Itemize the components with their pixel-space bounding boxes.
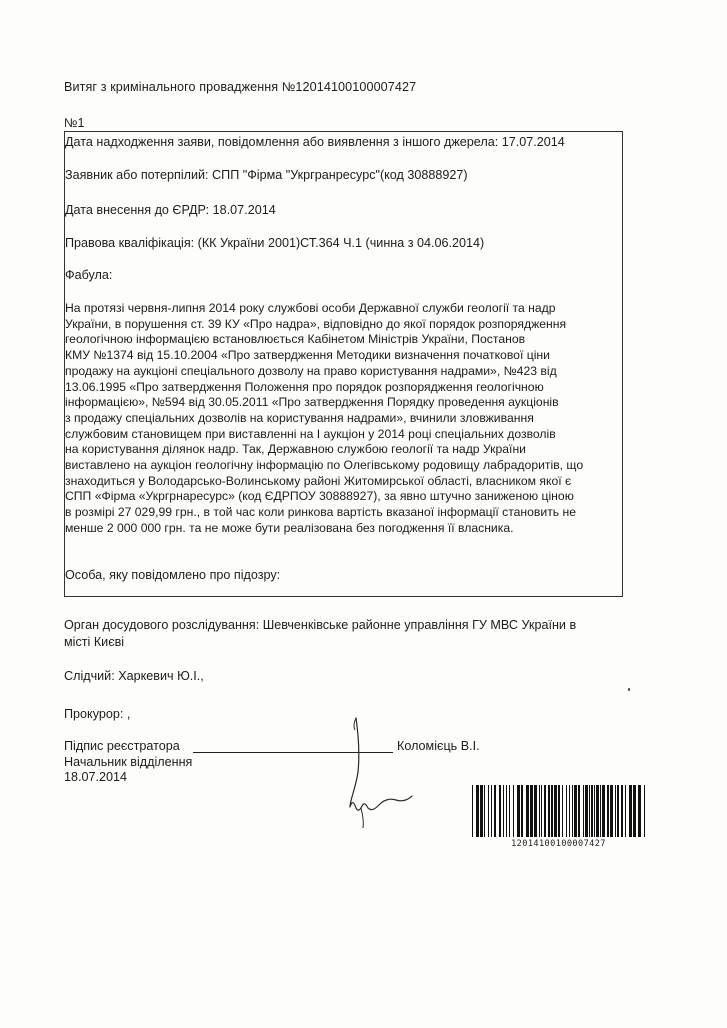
barcode-bar (558, 785, 560, 837)
organ-line: Орган досудового розслідування: Шевченківське районне управління ГУ МВС України в (64, 618, 577, 632)
applicant-field: Заявник або потерпілий: СПП "Фірма "Укргранресурс"(код 30888927) (65, 168, 468, 182)
barcode-bar (503, 785, 504, 837)
registrar-block (64, 739, 192, 786)
fabula-line: СПП «Фірма «Укргрнаресурс» (код ЄДРПОУ 30888927), за явно штучно заниженою ціною (65, 489, 574, 504)
registrar-label: Підпис реєстратора (64, 739, 180, 753)
barcode-bar (591, 785, 593, 837)
case-details-box (64, 131, 623, 597)
investigation-organ (64, 617, 624, 651)
barcode-bar (615, 785, 616, 837)
fabula-line: інформацією», №594 від 30.05.2011 «Про затвердження Порядку проведення аукціонів (65, 395, 559, 410)
registrar-name: Коломієць В.І. (397, 739, 480, 753)
barcode-bar (554, 785, 557, 837)
fabula-text (65, 301, 621, 537)
barcode-bar (589, 785, 590, 837)
barcode-bar (583, 785, 584, 837)
barcode-bar (600, 785, 601, 837)
investigator-line: Слідчий: Харкевич Ю.І., (64, 669, 204, 683)
barcode-bar (513, 785, 514, 837)
barcode-bar (534, 785, 537, 837)
barcode-bar (544, 785, 546, 837)
barcode-bar (644, 785, 645, 837)
signature-date: 18.07.2014 (64, 770, 128, 784)
barcode-bar (491, 785, 492, 837)
fabula-line: України, в порушення ст. 39 КУ «Про надра», відповідно до якої порядок розпорядження (65, 316, 567, 331)
barcode-bar (526, 785, 529, 837)
document-number: №1 (64, 116, 85, 130)
barcode-bar (596, 785, 599, 837)
barcode-number: 12014100100007427 (511, 839, 606, 849)
barcode-bar (569, 785, 570, 837)
barcode-bar (484, 785, 485, 837)
barcode-bar (594, 785, 595, 837)
barcode-bar (551, 785, 553, 837)
handwritten-signature (320, 712, 420, 832)
barcode-bar (572, 785, 573, 837)
barcode-bar (629, 785, 632, 837)
fabula-line: КМУ №1374 від 15.10.2004 «Про затвердження Методики визначення початкової ціни (65, 348, 550, 363)
barcode-bar (517, 785, 520, 837)
barcode-bar (509, 785, 510, 837)
head-label: Начальник відділення (64, 754, 193, 769)
organ-line: місті Києві (64, 635, 125, 649)
barcode-bar (621, 785, 623, 837)
barcode-bar (548, 785, 550, 837)
fabula-line: На протязі червня-липня 2014 року службові особи Державної служби геології та надр (65, 301, 556, 315)
barcode-bar (602, 785, 605, 837)
received-date-field: Дата надходження заяви, повідомлення або виявлення з іншого джерела: 17.07.2014 (65, 135, 565, 149)
barcode-bar (521, 785, 523, 837)
barcode-bar (480, 785, 483, 837)
barcode-bar (617, 785, 619, 837)
fabula-line: менше 2 000 000 грн. та не може бути реалізована без погодження її власника. (65, 520, 514, 535)
barcode-bar (578, 785, 580, 837)
prosecutor-line: Прокурор: , (64, 707, 131, 721)
barcode-bar (638, 785, 641, 837)
barcode-bar (539, 785, 540, 837)
barcode (470, 785, 647, 849)
barcode-bar (488, 785, 489, 837)
barcode-bar (574, 785, 577, 837)
barcode-bar (625, 785, 626, 837)
barcode-bar (499, 785, 501, 837)
barcode-bar (585, 785, 588, 837)
fabula-line: виставлено на аукціон геологічну інформацію по Олегівському родовищу лабрадоритів, що (65, 458, 584, 473)
barcode-bar (476, 785, 479, 837)
fabula-line: продажу на аукціоні спеціального дозволу на право користування надрами», №423 від (65, 363, 557, 378)
fabula-line: службовим становищем при виставленні на I аукціон у 2014 році спеціальних дозволів (65, 426, 556, 441)
barcode-bar (562, 785, 563, 837)
document-title: Витяг з кримінального провадження №12014100100007427 (64, 80, 417, 94)
qualification-field: Правова кваліфікація: (КК України 2001)СТ.364 Ч.1 (чинна з 04.06.2014) (65, 236, 485, 250)
erdr-date-field: Дата внесення до ЄРДР: 18.07.2014 (65, 203, 276, 217)
barcode-bar (506, 785, 507, 837)
scan-speck (628, 688, 630, 691)
fabula-label: Фабула: (65, 268, 113, 282)
suspect-field: Особа, яку повідомлено про підозру: (65, 568, 281, 582)
fabula-line: геологічною інформацією встановлюється Кабінетом Міністрів України, Постанов (65, 332, 526, 347)
fabula-line: з продажу спеціальних дозволів на користування надрами», вчинили зловживання (65, 410, 534, 425)
fabula-line: на користування ділянок надр. Так, Державною службою геології та надр України (65, 442, 526, 457)
barcode-bar (566, 785, 567, 837)
barcode-bar (472, 785, 473, 837)
barcode-bar (633, 785, 636, 837)
barcode-bar (494, 785, 496, 837)
barcode-bar (610, 785, 613, 837)
barcode-bar (541, 785, 542, 837)
fabula-line: знаходиться у Володарсько-Волинському районі Житомирської області, власником якої є (65, 473, 572, 488)
barcode-bar (607, 785, 609, 837)
fabula-line: 13.06.1995 «Про затвердження Положення про порядок розпорядження геологічною (65, 379, 544, 394)
barcode-bar (530, 785, 533, 837)
barcode-bars (470, 785, 647, 837)
fabula-line: в розмірі 27 029,99 грн., в той час коли ринкова вартість вказаної інформації становить не (65, 505, 577, 520)
